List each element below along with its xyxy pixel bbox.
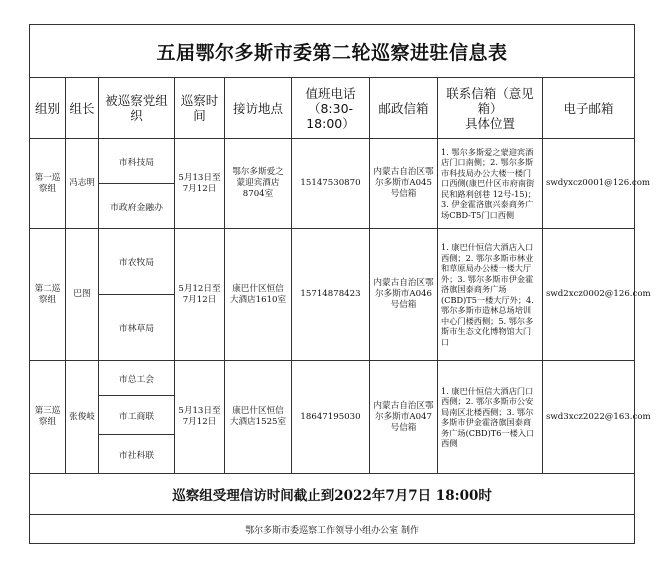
unit-name: 市社科联 bbox=[99, 435, 175, 474]
duty-phone: 15714878423 bbox=[292, 229, 370, 361]
inspection-time: 5月12日至7月12日 bbox=[175, 229, 225, 361]
header-phone bbox=[292, 78, 370, 139]
inspection-time: 5月13日至7月12日 bbox=[175, 361, 225, 474]
reception-place: 康巴什区恒信大酒店1525室 bbox=[225, 361, 292, 474]
header-group: 组别 bbox=[30, 78, 66, 139]
suggestion-box-location: 1. 康巴什恒信大酒店门口西侧；2. 鄂尔多斯市公安局南区北楼西侧；3. 鄂尔多斯市伊金霍洛旗国泰商务广场(CBD)T6一楼入口西侧 bbox=[438, 361, 543, 474]
header-phone-title: 值班电话 bbox=[305, 85, 356, 101]
group-name: 第一巡察组 bbox=[30, 139, 66, 229]
reception-place: 康巴什区恒信大酒店1610室 bbox=[225, 229, 292, 361]
deadline-notice: 巡察组受理信访时间截止到2022年7月7日 18:00时 bbox=[30, 474, 635, 515]
duty-phone: 15147530870 bbox=[292, 139, 370, 229]
group-leader: 张俊岐 bbox=[66, 361, 99, 474]
unit-name: 市科技局 bbox=[99, 139, 175, 184]
table-row bbox=[30, 139, 635, 184]
postal-box: 内蒙古自治区鄂尔多斯市A047号信箱 bbox=[370, 361, 438, 474]
table-row bbox=[30, 229, 635, 295]
unit-name: 市工商联 bbox=[99, 396, 175, 435]
header-phone-hours: （8:30-18:00） bbox=[306, 100, 355, 131]
group-name: 第三巡察组 bbox=[30, 361, 66, 474]
email-address[interactable]: swd2xcz0002@126.com bbox=[543, 229, 635, 361]
email-address[interactable]: swdyxcz0001@126.com bbox=[543, 139, 635, 229]
unit-name: 市林草局 bbox=[99, 295, 175, 361]
header-email: 电子邮箱 bbox=[543, 78, 635, 139]
postal-box: 内蒙古自治区鄂尔多斯市A046号信箱 bbox=[370, 229, 438, 361]
header-place: 接访地点 bbox=[225, 78, 292, 139]
unit-name: 市政府金融办 bbox=[99, 184, 175, 229]
duty-phone: 18647195030 bbox=[292, 361, 370, 474]
unit-name: 市总工会 bbox=[99, 361, 175, 396]
issuer-note: 鄂尔多斯市委巡察工作领导小组办公室 制作 bbox=[30, 515, 635, 544]
header-mail: 邮政信箱 bbox=[370, 78, 438, 139]
header-leader: 组长 bbox=[66, 78, 99, 139]
postal-box: 内蒙古自治区鄂尔多斯市A045号信箱 bbox=[370, 139, 438, 229]
inspection-time: 5月13日至7月12日 bbox=[175, 139, 225, 229]
suggestion-box-location: 1. 鄂尔多斯爱之蒙迎宾酒店门口南侧；2. 鄂尔多斯市科技局办公大楼一楼门口西侧(康巴什区市府南街民和路利创巷 12号-15)；3. 伊金霍洛旗兴泰商务广场CBD-T5门口西侧 bbox=[438, 139, 543, 229]
info-table bbox=[29, 24, 651, 544]
group-leader: 冯志明 bbox=[66, 139, 99, 229]
header-box-title: 联系信箱（意见箱） bbox=[446, 85, 534, 116]
group-name: 第二巡察组 bbox=[30, 229, 66, 361]
suggestion-box-location: 1. 康巴什恒信大酒店入口西侧；2. 鄂尔多斯市林业和草原局办公楼一楼大厅外；3. 鄂尔多斯市伊金霍洛旗国泰商务广场(CBD)T5一楼大厅外；4. 鄂尔多斯市造林总场培训中心门楼西侧；5. 鄂尔多斯市生态文化博物馆大门口 bbox=[438, 229, 543, 361]
page-title: 五届鄂尔多斯市委第二轮巡察进驻信息表 bbox=[30, 25, 635, 78]
header-box bbox=[438, 78, 543, 139]
header-box-sub: 具体位置 bbox=[464, 115, 515, 131]
header-time: 巡察时间 bbox=[175, 78, 225, 139]
unit-name: 市农牧局 bbox=[99, 229, 175, 295]
table-row bbox=[30, 361, 635, 396]
email-address[interactable]: swd3xcz2022@163.com bbox=[543, 361, 635, 474]
group-leader: 巴图 bbox=[66, 229, 99, 361]
reception-place: 鄂尔多斯爱之蒙迎宾酒店8704室 bbox=[225, 139, 292, 229]
header-org: 被巡察党组织 bbox=[99, 78, 175, 139]
